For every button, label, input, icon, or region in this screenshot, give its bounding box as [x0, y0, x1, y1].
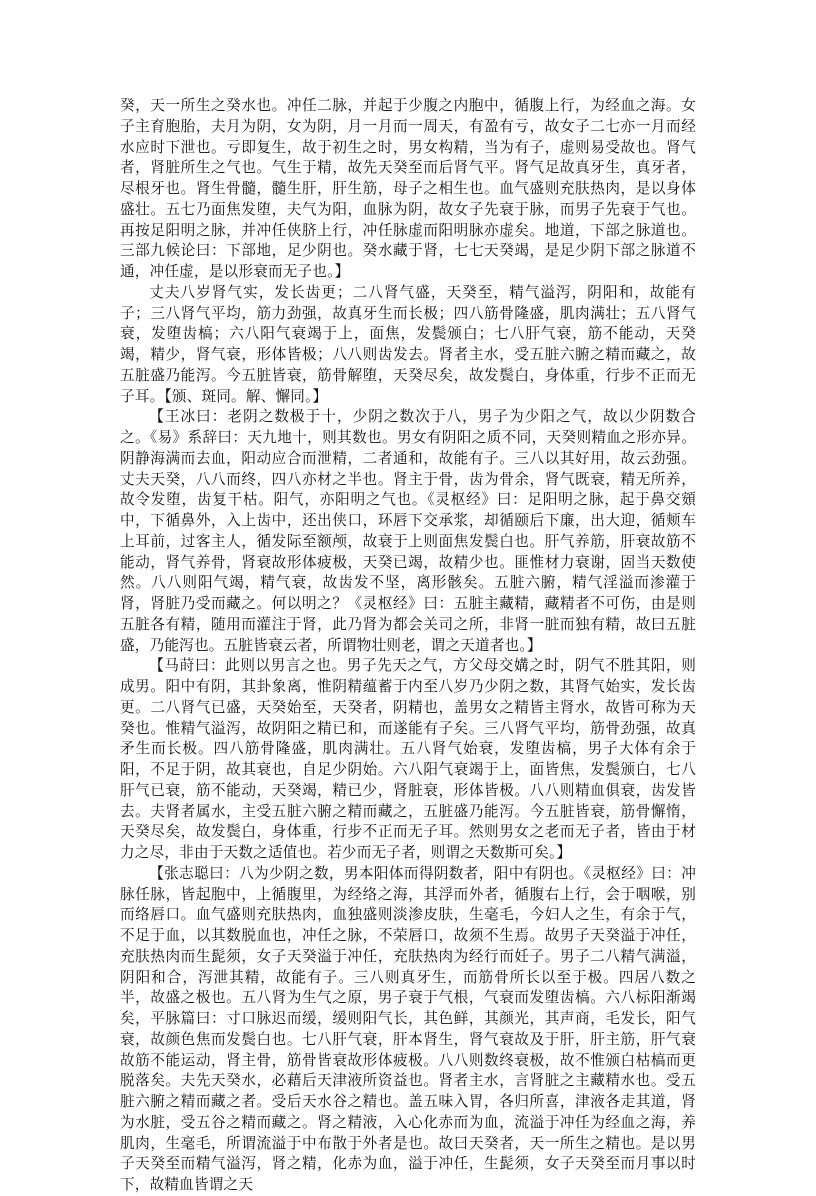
document-page — [120, 96, 696, 1193]
paragraph: 【张志聪曰：八为少阴之数，男本阳体而得阴数者，阳中有阴也。《灵枢经》曰：冲脉任脉，皆起胞中，上循腹里，为经络之海，其浮而外者，循腹右上行，会于咽喉，别而络唇口。血气盛则充肤热肉，血独盛则淡渗皮肤，生毫毛，今妇人之生，有余于气，不足于血，以其数脱血也，冲任之脉，不荣唇口，故须不生焉。故男子天癸溢于冲任，充肤热肉而生髭须，女子天癸溢于冲任，充肤热肉为经行而妊子。男子二八精气满溢，阴阳和合，泻泄其精，故能有子。三八则真牙生，而筋骨所长以至于极。四居八数之半，故盛之极也。五八肾为生气之原，男子衰于气根，气衰而发堕齿槁。六八标阳渐竭矣，平脉篇曰：寸口脉迟而缓，缓则阳气长，其色鲜，其颜光，其声商，毛发长，阳气衰，故颜色焦而发鬓白也。七八肝气衰，肝本肾生，肾气衰故及于肝，肝主筋，肝气衰故筋不能运动，肾主骨，筋骨皆衰故形体疲极。八八则数终衰极，故不惟颁白枯槁而更脱落矣。夫先天癸水，必藉后天津液所资益也。肾者主水，言肾脏之主藏精水也。受五脏六腑之精而藏之者。受后天水谷之精也。盖五味入胃，各归所喜，津液各走其道，肾为水脏，受五谷之精而藏之。肾之精液，入心化赤而为血，流溢于冲任为经血之海，养肌肉，生毫毛，所谓流溢于中布散于外者是也。故曰天癸者，天一所生之精也。是以男子天癸至而精气溢泻，肾之精，化赤为血，溢于冲任，生髭须，女子天癸至而月事以时下，故精血皆谓之天 — [120, 864, 696, 1193]
paragraph: 【王冰曰：老阴之数极于十，少阴之数次于八，男子为少阳之气，故以少阴数合之。《易》系辞曰：天九地十，则其数也。男女有阴阳之质不同，天癸则精血之形亦异。阴静海满而去血，阳动应合而泄精，二者通和，故能有子。三八以其好用，故云劲强。丈夫天癸，八八而终，四八亦材之半也。肾主于骨，齿为骨余，肾气既衰，精无所养，故令发堕，齿复干枯。阳气，亦阳明之气也。《灵枢经》曰：足阳明之脉，起于鼻交頞中，下循鼻外，入上齿中，还出侠口，环唇下交承浆，却循颐后下廉，出大迎，循颊车上耳前，过客主人，循发际至额颅，故衰于上则面焦发鬓白也。肝气养筋，肝衰故筋不能动，肾气养骨，肾衰故形体疲极，天癸已竭，故精少也。匪惟材力衰谢，固当天数使然。八八则阳气竭，精气衰，故齿发不坚，离形骸矣。五脏六腑，精气淫溢而渗灌于肾，肾脏乃受而藏之。何以明之？《灵枢经》曰：五脏主藏精，藏精者不可伤，由是则五脏各有精，随用而灌注于肾，此乃肾为都会关司之所，非肾一脏而独有精，故曰五脏盛，乃能泻也。五脏皆衰云者，所谓物壮则老，谓之天道者也。】 — [120, 408, 696, 654]
paragraph: 丈夫八岁肾气实，发长齿更；二八肾气盛，天癸至，精气溢泻，阴阳和，故能有子；三八肾气平均，筋力劲强，故真牙生而长极；四八筋骨隆盛，肌肉满壮；五八肾气衰，发堕齿槁；六八阳气衰竭于上，面焦，发鬓颁白；七八肝气衰，筋不能动，天癸竭，精少，肾气衰，形体皆极；八八则齿发去。肾者主水，受五脏六腑之精而藏之，故五脏盛乃能泻。今五脏皆衰，筋骨解堕，天癸尽矣，故发鬓白，身体重，行步不正而无子耳。【颁、斑同。解、懈同。】 — [120, 283, 696, 405]
paragraph: 【马莳曰：此则以男言之也。男子先天之气，方父母交媾之时，阴气不胜其阳，则成男。阳中有阴，其卦象离，惟阴精蕴蓄于内至八岁乃少阴之数，其肾气始实，发长齿更。二八肾气已盛，天癸始至，天癸者，阴精也，盖男女之精皆主肾水，故皆可称为天癸也。惟精气溢泻，故阴阳之精已和，而遂能有子矣。三八肾气平均，筋骨劲强，故真矛生而长极。四八筋骨隆盛，肌肉满壮。五八肾气始衰，发堕齿槁，男子大体有余于阳，不足于阴，故其衰也，自足少阴始。六八阳气衰竭于上，面皆焦，发鬓颁白，七八肝气已衰，筋不能动，天癸竭，精已少，肾脏衰，形体皆极。八八则精血俱衰，齿发皆去。夫肾者属水，主受五脏六腑之精而藏之，五脏盛乃能泻。今五脏皆衰，筋骨懈惰，天癸尽矣，故发鬓白，身体重，行步不正而无子耳。然则男女之老而无子者，皆由于材力之尽，非由于天数之适值也。若少而无子者，则谓之天数斯可矣。】 — [120, 657, 696, 861]
paragraph: 癸，天一所生之癸水也。冲任二脉，并起于少腹之内胞中，循腹上行，为经血之海。女子主育胞胎，夫月为阴，女为阴，月一月而一周天，有盈有亏，故女子二七亦一月而经水应时下泄也。亏即复生，故于初生之时，男女构精，当为有子，虚则易受故也。肾气者，肾脏所生之气也。气生于精，故先天癸至而后肾气平。肾气足故真牙生，真牙者，尽根牙也。肾生骨髓，髓生肝，肝生筋，母子之相生也。血气盛则充肤热肉，是以身体盛壮。五七乃面焦发堕，夫气为阳，血脉为阴，故女子先衰于脉，而男子先衰于气也。再按足阳明之脉，并冲任侠脐上行，冲任脉虚而阳明脉亦虚矣。地道，下部之脉道也。三部九候论曰：下部地，足少阴也。癸水藏于肾，七七天癸竭，是足少阴下部之脉道不通，冲任虚，是以形衰而无子也。】 — [120, 97, 696, 280]
